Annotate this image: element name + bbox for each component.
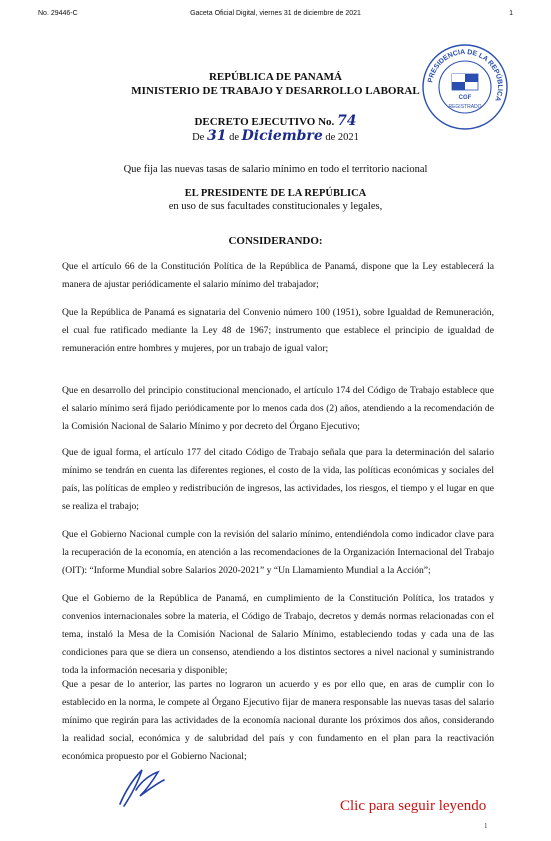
paragraph-2: Que la República de Panamá es signataria del Convenio número 100 (1951), sobre Igualdad de Remuneración, el cual fue ratificado mediante la Ley 48 de 1967; instrumento que establece el principio de igualdad de remuneración entre hombres y mujeres, por un trabajo de igual valor; bbox=[62, 307, 494, 354]
gazette-title: Gaceta Oficial Digital, viernes 31 de diciembre de 2021 bbox=[190, 10, 361, 17]
signature bbox=[112, 760, 172, 810]
footer-page-number: 1 bbox=[484, 822, 488, 830]
seal-center-text: CGF bbox=[458, 95, 472, 101]
date-year: de 2021 bbox=[325, 132, 359, 143]
seal-bottom-text: REGISTRADO bbox=[448, 104, 482, 110]
header-page-number: 1 bbox=[509, 10, 513, 17]
paragraph-5: Que el Gobierno Nacional cumple con la revisión del salario mínimo, entendiéndola como indicador clave para la recuperación de la economía, en atención a las recomendaciones de la Organización Internacional del Trabajo (OIT): “Informe Mundial sobre Salarios 2020-2021” y “Un Llamamiento Mundial a la Acción”; bbox=[62, 529, 494, 576]
decree-number: 74 bbox=[337, 113, 357, 129]
paragraph-3: Que en desarrollo del principio constitucional mencionado, el artículo 174 del Código de Trabajo establece que el salario mínimo será fijado periódicamente por lo menos cada dos (2) años, atendiendo a la recomendación de la Comisión Nacional de Salario Mínimo y por decreto del Órgano Ejecutivo; bbox=[62, 385, 494, 432]
decree-label: DECRETO EJECUTIVO No. bbox=[194, 116, 335, 128]
gazette-header bbox=[38, 10, 513, 17]
paragraph-4: Que de igual forma, el artículo 177 del citado Código de Trabajo señala que para la determinación del salario mínimo se tendrán en cuenta las diferentes regiones, el costo de la vida, las políticas económicas y sociales del país, las políticas de empleo y redistribución de ingresos, las actividades, los riesgos, el tiempo y el lugar en que se realiza el trabajo; bbox=[62, 447, 494, 512]
date-prefix: De bbox=[192, 132, 205, 143]
document-heading bbox=[0, 70, 551, 98]
date-month: Diciembre bbox=[241, 128, 323, 144]
decree-subject: Que fija las nuevas tasas de salario mínimo en todo el territorio nacional bbox=[123, 164, 428, 175]
ministry-title: MINISTERIO DE TRABAJO Y DESARROLLO LABORAL bbox=[131, 85, 420, 97]
seal-ring-text: PRESIDENCIA DE LA REPÚBLICA bbox=[427, 48, 504, 103]
considerando-heading: CONSIDERANDO: bbox=[228, 235, 323, 247]
republic-title: REPÚBLICA DE PANAMÁ bbox=[208, 71, 343, 83]
decree-date bbox=[0, 128, 551, 144]
date-day: 31 bbox=[206, 128, 227, 144]
date-de: de bbox=[229, 132, 239, 143]
president-subtitle: en uso de sus facultades constitucionales y legales, bbox=[168, 201, 383, 212]
paragraph-6: Que el Gobierno de la República de Panamá, en cumplimiento de la Constitución Política, los tratados y convenios internacionales sobre la materia, el Código de Trabajo, decretos y demás normas relacionadas con el tema, instaló la Mesa de la Comisión Nacional de Salario Mínimo, estableciendo todas y cada una de las condiciones para que se diera un consenso, atendiendo a los distintos sectores a nivel nacional y suministrando toda la información necesaria y disponible; bbox=[62, 593, 494, 676]
decree-title bbox=[0, 113, 551, 129]
president-title: EL PRESIDENTE DE LA REPÚBLICA bbox=[184, 188, 367, 199]
paragraph-7: Que a pesar de lo anterior, las partes no lograron un acuerdo y es por ello que, en aras de cumplir con lo establecido en la norma, le compete al Órgano Ejecutivo fijar de manera responsable las nuevas tasas del salario mínimo que regirán para las actividades de la economía nacional durante los próximos dos años, considerando la realidad social, económica y de salubridad del país y con fundamento en el plan para la reactivación económica propuesto por el Gobierno Nacional; bbox=[62, 679, 494, 762]
continue-reading-link[interactable]: Clic para seguir leyendo bbox=[340, 798, 487, 814]
gazette-number: No. 29446-C bbox=[38, 10, 78, 17]
paragraph-1: Que el artículo 66 de la Constitución Política de la República de Panamá, dispone que la Ley establecerá la manera de ajustar periódicamente el salario mínimo del trabajador; bbox=[62, 261, 494, 290]
